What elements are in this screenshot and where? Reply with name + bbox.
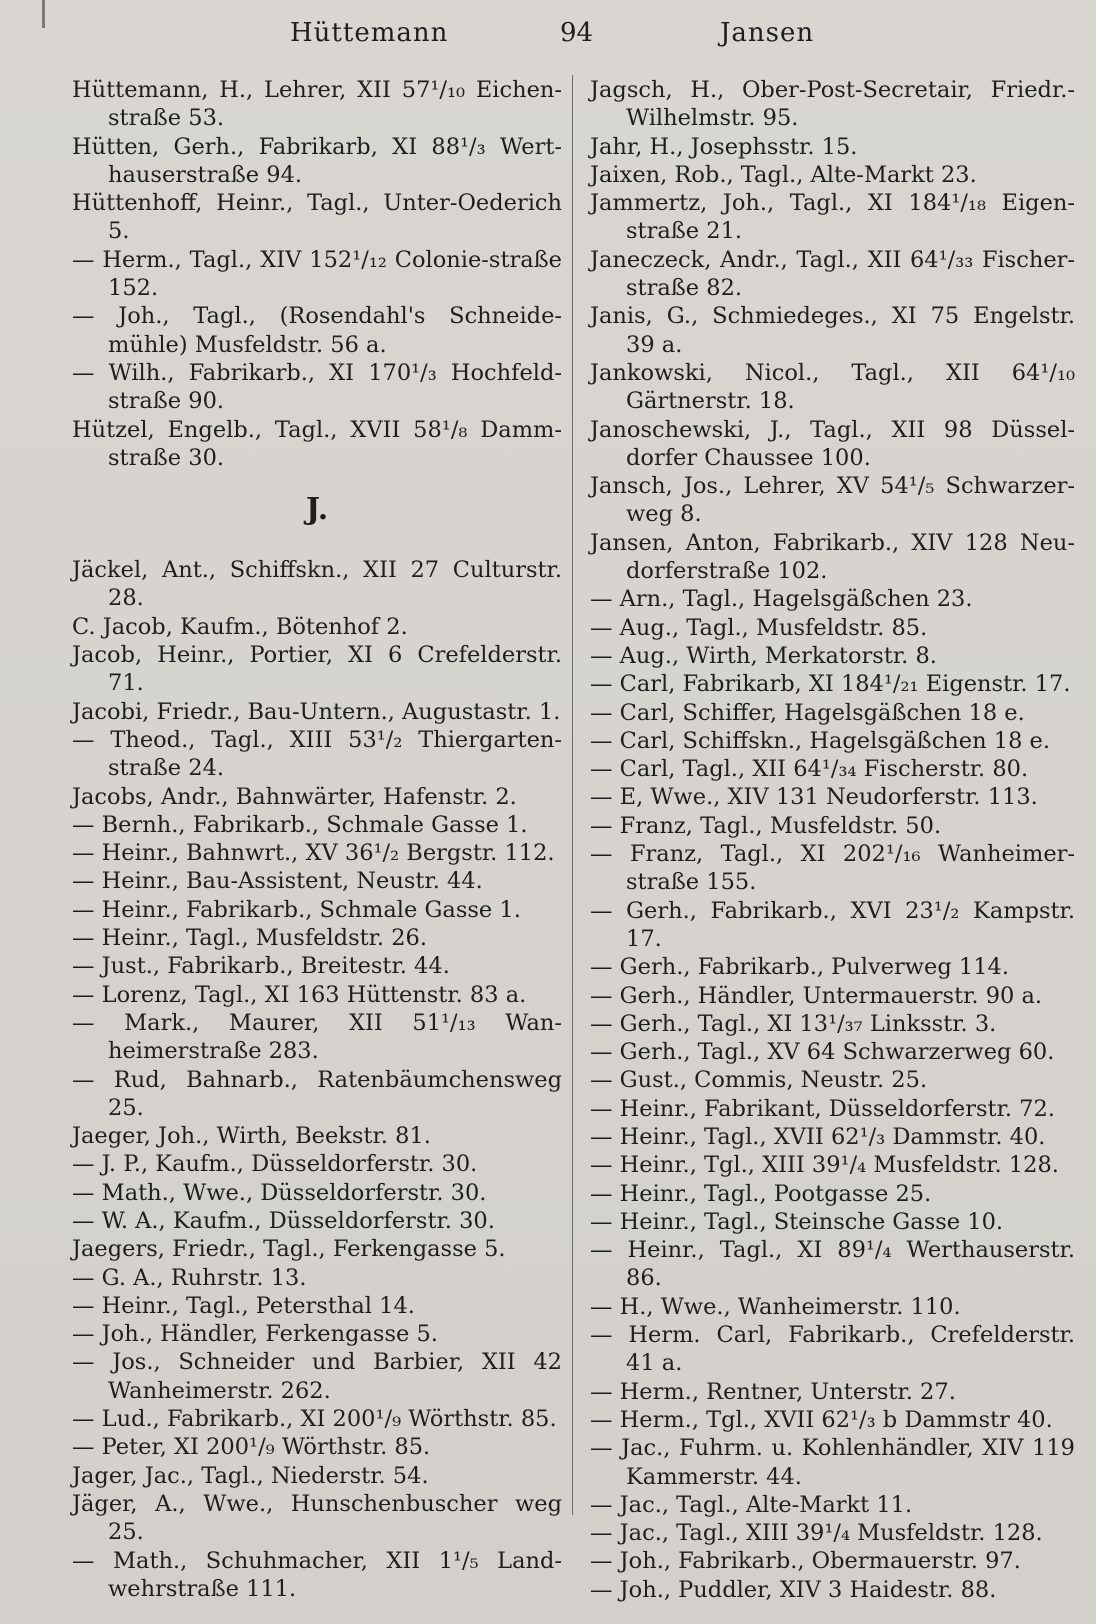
directory-entry: — Math., Wwe., Düsseldorferstr. 30. — [72, 1179, 487, 1206]
directory-entry: — G. A., Ruhrstr. 13. — [72, 1264, 307, 1291]
directory-entry: — Gerh., Händler, Untermauerstr. 90 a. — [590, 982, 1043, 1009]
directory-entry: Jansen, Anton, Fabrikarb., XIV 128 Neu-dorferstraße 102. — [590, 529, 1075, 585]
directory-entry: — Jac., Fuhrm. u. Kohlenhändler, XIV 119 Kammerstr. 44. — [590, 1435, 1075, 1490]
directory-entry: — Theod., Tagl., XIII 53¹/₂ Thiergarten-straße 24. — [72, 726, 562, 782]
directory-entry: — Lorenz, Tagl., XI 163 Hüttenstr. 83 a. — [72, 981, 527, 1008]
directory-entry: — Just., Fabrikarb., Breitestr. 44. — [72, 953, 450, 980]
directory-entry: — Gust., Commis, Neustr. 25. — [590, 1067, 928, 1094]
directory-entry: Jager, Jac., Tagl., Niederstr. 54. — [72, 1462, 429, 1489]
directory-entry: — Rud, Bahnarb., Ratenbäumchensweg 25. — [72, 1066, 562, 1121]
directory-entry: — Aug., Wirth, Merkatorstr. 8. — [590, 642, 937, 669]
directory-entry: — Heinr., Fabrikant, Düsseldorferstr. 72. — [590, 1095, 1055, 1122]
directory-entry: — Heinr., Bahnwrt., XV 36¹/₂ Bergstr. 112. — [72, 840, 555, 867]
left-top-entries — [72, 76, 562, 472]
directory-entry: — Bernh., Fabrikarb., Schmale Gasse 1. — [72, 811, 528, 838]
directory-entry: Hützel, Engelb., Tagl., XVII 58¹/₈ Damm-straße 30. — [72, 416, 562, 471]
page-number: 94 — [560, 18, 594, 48]
page-header — [0, 18, 1096, 58]
directory-entry: — Heinr., Tagl., XI 89¹/₄ Werthauserstr. 86. — [590, 1237, 1075, 1292]
directory-entry: — Carl, Fabrikarb, XI 184¹/₂₁ Eigenstr. 17. — [590, 671, 1071, 698]
directory-entry: Jaixen, Rob., Tagl., Alte-Markt 23. — [590, 161, 977, 188]
directory-entry: — Lud., Fabrikarb., XI 200¹/₉ Wörthstr. 85. — [72, 1406, 557, 1433]
left-column — [72, 76, 562, 1603]
right-entries — [590, 76, 1075, 1604]
directory-entry: — Heinr., Tgl., XIII 39¹/₄ Musfeldstr. 128. — [590, 1152, 1059, 1179]
directory-entry: — Heinr., Fabrikarb., Schmale Gasse 1. — [72, 896, 521, 923]
directory-entry: Hütten, Gerh., Fabrikarb, XI 88¹/₃ Wert-hauserstraße 94. — [72, 133, 562, 188]
directory-entry: — H., Wwe., Wanheimerstr. 110. — [590, 1293, 961, 1320]
directory-entry: — E, Wwe., XIV 131 Neudorferstr. 113. — [590, 784, 1038, 811]
left-bottom-entries — [72, 556, 562, 1603]
directory-entry: — W. A., Kaufm., Düsseldorferstr. 30. — [72, 1207, 495, 1234]
directory-entry: — Arn., Tagl., Hagelsgäßchen 23. — [590, 586, 973, 613]
directory-entry: — Aug., Tagl., Musfeldstr. 85. — [590, 614, 928, 641]
directory-entry: — Math., Schuhmacher, XII 1¹/₅ Land-wehrstraße 111. — [72, 1547, 562, 1602]
directory-entry: — Heinr., Tagl., Petersthal 14. — [72, 1292, 415, 1319]
directory-entry: — Heinr., Tagl., Steinsche Gasse 10. — [590, 1208, 1004, 1235]
directory-entry: — Joh., Puddler, XIV 3 Haidestr. 88. — [590, 1576, 997, 1603]
directory-entry: — Carl, Schiffskn., Hagelsgäßchen 18 e. — [590, 727, 1050, 754]
directory-entry: — Heinr., Tagl., Musfeldstr. 26. — [72, 925, 428, 952]
directory-entry: Janeczeck, Andr., Tagl., XII 64¹/₃₃ Fischer-straße 82. — [590, 246, 1075, 302]
header-last-name: Jansen — [720, 18, 815, 48]
directory-entry: — Gerh., Fabrikarb., XVI 23¹/₂ Kampstr. 17. — [590, 897, 1075, 952]
directory-entry: C. Jacob, Kaufm., Bötenhof 2. — [72, 613, 408, 640]
directory-entry: — Franz, Tagl., XI 202¹/₁₆ Wanheimer-straße 155. — [590, 841, 1075, 896]
directory-entry: — Carl, Tagl., XII 64¹/₃₄ Fischerstr. 80. — [590, 756, 1029, 783]
directory-entry: Hüttemann, H., Lehrer, XII 57¹/₁₀ Eichen-straße 53. — [72, 77, 562, 132]
directory-entry: — Heinr., Tagl., Pootgasse 25. — [590, 1180, 932, 1207]
directory-entry: Jankowski, Nicol., Tagl., XII 64¹/₁₀ Gärtnerstr. 18. — [590, 359, 1075, 415]
right-column — [590, 76, 1075, 1604]
directory-entry: — Joh., Fabrikarb., Obermauerstr. 97. — [590, 1548, 1021, 1575]
directory-entry: — J. P., Kaufm., Düsseldorferstr. 30. — [72, 1151, 478, 1178]
header-first-name: Hüttemann — [290, 18, 449, 48]
directory-entry: Jahr, H., Josephsstr. 15. — [590, 133, 858, 160]
directory-entry: — Carl, Schiffer, Hagelsgäßchen 18 e. — [590, 699, 1025, 726]
directory-entry: Jaegers, Friedr., Tagl., Ferkengasse 5. — [72, 1236, 506, 1263]
directory-entry: — Joh., Händler, Ferkengasse 5. — [72, 1321, 438, 1348]
directory-entry: — Heinr., Tagl., XVII 62¹/₃ Dammstr. 40. — [590, 1123, 1046, 1150]
directory-entry: — Gerh., Tagl., XV 64 Schwarzerweg 60. — [590, 1039, 1055, 1066]
section-heading: J. — [305, 492, 329, 528]
directory-entry: — Heinr., Bau-Assistent, Neustr. 44. — [72, 868, 483, 895]
directory-entry: — Wilh., Fabrikarb., XI 170¹/₃ Hochfeld-straße 90. — [72, 359, 562, 415]
directory-entry: — Mark., Maurer, XII 51¹/₁₃ Wan-heimerstraße 283. — [72, 1009, 562, 1065]
directory-entry: Jagsch, H., Ober-Post-Secretair, Friedr.-Wilhelmstr. 95. — [590, 77, 1075, 132]
directory-entry: — Jac., Tagl., XIII 39¹/₄ Musfeldstr. 128. — [590, 1520, 1043, 1547]
directory-entry: Jacobs, Andr., Bahnwärter, Hafenstr. 2. — [72, 783, 517, 810]
directory-entry: Jammertz, Joh., Tagl., XI 184¹/₁₈ Eigen-straße 21. — [590, 190, 1075, 245]
directory-entry: — Herm., Tagl., XIV 152¹/₁₂ Colonie-straße 152. — [72, 246, 562, 302]
directory-entry: — Jac., Tagl., Alte-Markt 11. — [590, 1491, 913, 1518]
directory-entry: — Peter, XI 200¹/₉ Wörthstr. 85. — [72, 1434, 431, 1461]
directory-entry: — Franz, Tagl., Musfeldstr. 50. — [590, 812, 942, 839]
directory-entry: Janoschewski, J., Tagl., XII 98 Düssel-dorfer Chaussee 100. — [590, 416, 1075, 471]
directory-entry: — Herm., Rentner, Unterstr. 27. — [590, 1378, 956, 1405]
directory-entry: — Gerh., Fabrikarb., Pulverweg 114. — [590, 954, 1009, 981]
column-divider — [572, 75, 573, 1515]
directory-entry: Hüttenhoff, Heinr., Tagl., Unter-Oederich 5. — [72, 190, 562, 245]
directory-entry: — Gerh., Tagl., XI 13¹/₃₇ Linksstr. 3. — [590, 1010, 997, 1037]
directory-entry: Jäger, A., Wwe., Hunschenbuscher weg 25. — [72, 1490, 562, 1546]
directory-entry: Jansch, Jos., Lehrer, XV 54¹/₅ Schwarzer-weg 8. — [590, 473, 1075, 528]
directory-entry: Janis, G., Schmiedeges., XI 75 Engelstr. 39 a. — [590, 303, 1075, 358]
directory-entry: Jäckel, Ant., Schiffskn., XII 27 Culturstr. 28. — [72, 557, 562, 612]
directory-entry: — Herm. Carl, Fabrikarb., Crefelderstr. 41 a. — [590, 1322, 1075, 1377]
directory-entry: Jacob, Heinr., Portier, XI 6 Crefelderstr. 71. — [72, 642, 562, 697]
directory-entry: — Herm., Tgl., XVII 62¹/₃ b Dammstr 40. — [590, 1406, 1053, 1433]
directory-entry: Jacobi, Friedr., Bau-Untern., Augustastr. 1. — [72, 698, 561, 725]
directory-entry: — Jos., Schneider und Barbier, XII 42 Wanheimerstr. 262. — [72, 1349, 562, 1404]
directory-entry: — Joh., Tagl., (Rosendahl's Schneide-mühle) Musfeldstr. 56 a. — [72, 303, 562, 358]
directory-entry: Jaeger, Joh., Wirth, Beekstr. 81. — [72, 1123, 431, 1150]
